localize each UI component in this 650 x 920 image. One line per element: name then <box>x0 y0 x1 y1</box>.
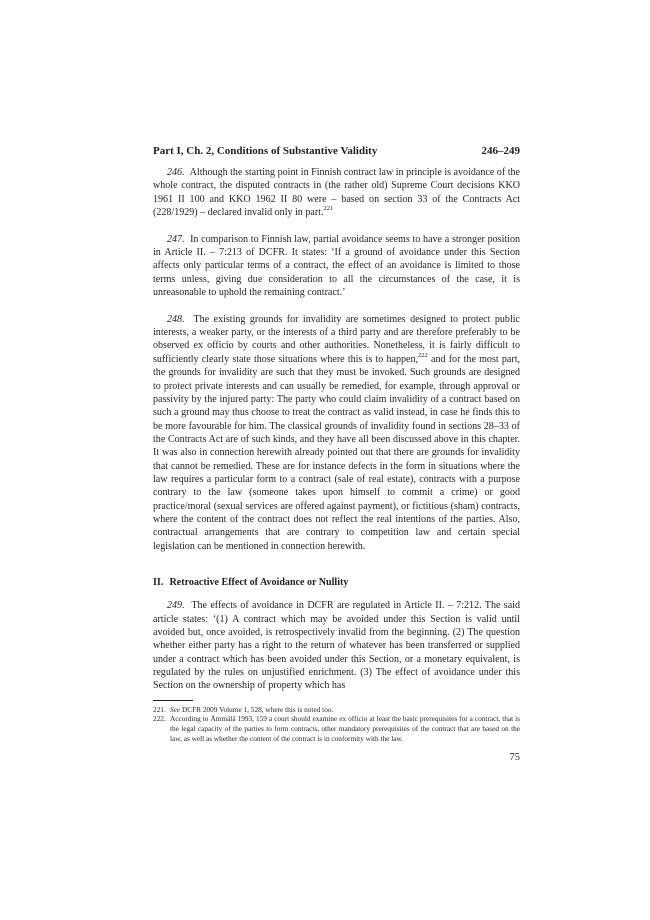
footnote-separator <box>153 700 193 701</box>
section-heading-number: II. <box>153 576 164 588</box>
section-heading <box>153 576 520 589</box>
paragraph-text: The existing grounds for invalidity are sometimes designed to protect public interests, a weaker party, or the interests of a third party and are therefore preferably to be observed ex officio by courts and other authorities. Nonetheless, it is fairly difficult to sufficiently clearly state those situations where this is to happen, <box>153 313 520 365</box>
footnote-text: According to Ämmälä 1993, 159 a court should examine ex officio at least the basic prerequisites for a contract, that is the legal capacity of the parties to form contracts, other mandatory prerequisites of the contract that are based on the law, as well as whether the content of the contract is in conformity with the law. <box>170 714 520 743</box>
footnote-see: See <box>170 704 181 714</box>
paragraph-number: 246. <box>167 167 185 178</box>
section-heading-title: Retroactive Effect of Avoidance or Nullity <box>169 576 349 588</box>
paragraph-text: In comparison to Finnish law, partial avoidance seems to have a stronger position in Article II. – 7:213 of DCFR. It states: ‘If a ground of avoidance under this Section affects only particular terms of a contract, the effect of an avoidance is limited to those terms unless, giving due consideration to all the circumstances of the case, it is unreasonable to uphold the remaining contract.’ <box>153 233 520 299</box>
footnote-number: 221. <box>153 704 166 714</box>
paragraph-246 <box>153 166 520 219</box>
footnote-ref-222[interactable]: 222 <box>418 351 428 359</box>
running-header-paragraph-range: 246–249 <box>481 145 520 157</box>
footnote-number: 222. <box>153 714 166 724</box>
paragraph-text: The effects of avoidance in DCFR are regulated in Article II. – 7:212. The said article states: ‘(1) A contract which may be avoided under this Section is valid until avoided but, once avoided, is retrospectively invalid from the beginning. (2) The question whether either party has a right to the return of whatever has been transferred or supplied under a contract which has been avoided under this Section, or a monetary equivalent, is regulated by the rules on unjustified enrichment. (3) The effect of avoidance under this Section on the ownership of property which has <box>153 600 520 692</box>
running-header-title: Part I, Ch. 2, Conditions of Substantive Validity <box>153 145 378 157</box>
paragraph-text: Although the starting point in Finnish contract law in principle is avoidance of the whole contract, the disputed contracts in (the rather old) Supreme Court decisions KKO 1961 II 100 and KKO 1962 II 80 were – based on section 33 of the Contracts Act (228/1929) – declared invalid only in part. <box>153 167 520 219</box>
footnote-ref-221[interactable]: 221 <box>323 205 334 213</box>
paragraph-247 <box>153 233 520 300</box>
paragraph-248 <box>153 313 520 553</box>
footnote-text <box>170 705 520 715</box>
footnotes <box>153 705 520 743</box>
footnote-221 <box>153 705 520 715</box>
page-body <box>153 166 520 743</box>
footnote-222 <box>153 714 520 743</box>
footnote-body: DCFR 2009 Volume 1, 528, where this is noted too. <box>180 704 334 714</box>
paragraph-249 <box>153 599 520 692</box>
paragraph-text-continued: and for the most part, the grounds for invalidity are such that they must be invoked. Such grounds are designed to protect private interests and can usually be remedied, for example, through approval or passivity by the injured party: The party who could claim invalidity of a contract based on such a ground may thus choose to treat the contract as valid instead, in case he finds this to be more favourable for him. The classical grounds of invalidity found in sections 28–33 of the Contracts Act are of such kinds, and they have all been discussed above in this chapter. It was also in connection herewith already pointed out that there are grounds for invalidity that cannot be remedied. These are for instance defects in the form in situations where the law requires a particular form to a contract (sale of real estate), contracts with a purpose contrary to the law (someone takes upon himself to commit a crime) or good practice/moral (sexual services are offered against payment), or fictitious (sham) contracts, where the content of the contract does not reflect the real intentions of the parties. Also, contractual arrangements that are contrary to competition law and certain special legislation can be mentioned in connection herewith. <box>153 353 520 552</box>
paragraph-number: 248. <box>167 313 185 325</box>
paragraph-number: 249. <box>167 600 185 612</box>
running-header <box>153 145 520 157</box>
paragraph-number: 247. <box>167 233 185 245</box>
page-number: 75 <box>509 752 520 763</box>
